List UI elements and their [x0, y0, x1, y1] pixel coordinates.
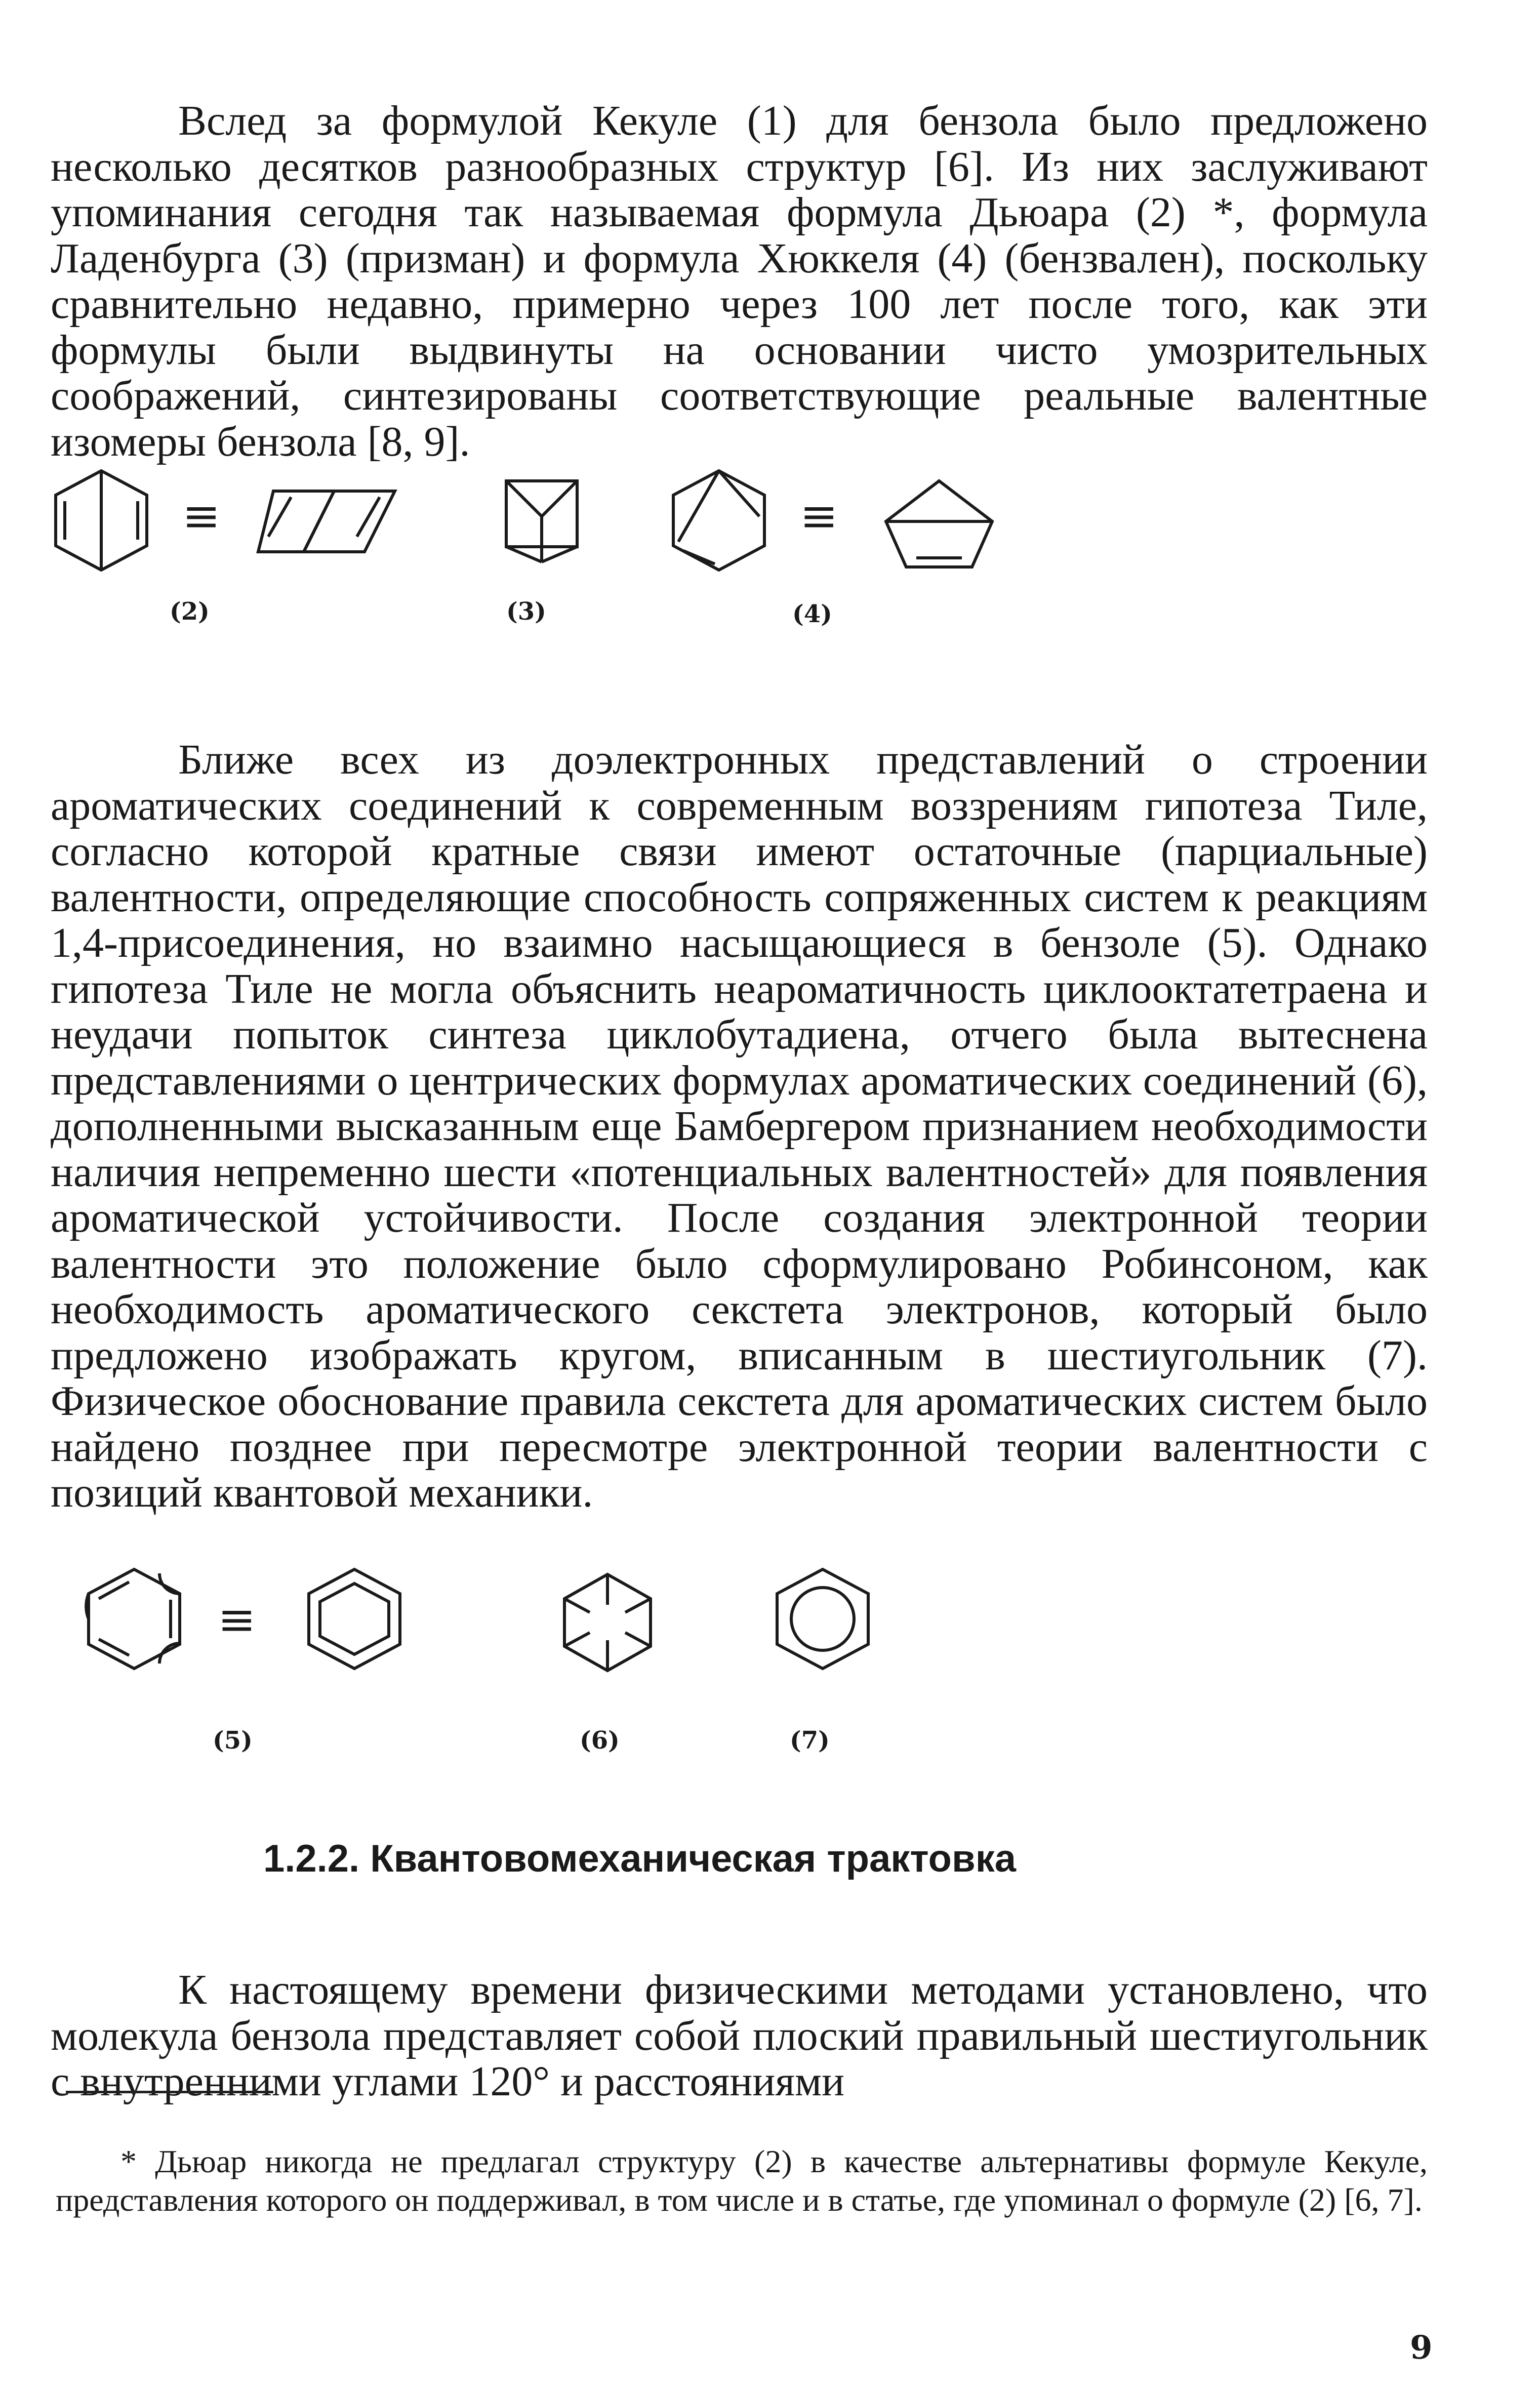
- benzvalene-perspective: [886, 481, 992, 567]
- structures-row-1: [0, 461, 1540, 582]
- prismane: [506, 481, 577, 562]
- paragraph-quantum-mechanics: К настоящему времени физическими методами установлено, что молекула бензола представляет собой плоский правильный шестиугольник с внутренними углами 120° и расстояниями: [51, 1966, 1428, 2105]
- figure-aromatic-representations: [0, 1559, 1540, 1772]
- label-6: (6): [580, 1726, 620, 1755]
- dewar-benzene-perspective: [258, 491, 395, 552]
- label-5: (5): [213, 1726, 253, 1755]
- footnote: * Дьюар никогда не предлагал структуру (2) в качестве альтернативы формуле Кекуле, представления которого он поддерживал, в том числе и в статье, где упоминал о формуле (2) [6, 7].: [56, 2143, 1428, 2218]
- label-7: (7): [790, 1726, 830, 1755]
- robinson-sextet: [777, 1569, 868, 1669]
- equals-sign-3: ≡: [218, 1593, 256, 1646]
- benzvalene-hexagon: [673, 471, 764, 570]
- thiele-formula: [86, 1569, 180, 1669]
- footnote-divider: [66, 2091, 273, 2093]
- label-4: (4): [792, 600, 832, 628]
- kekule-hexagon: [309, 1569, 400, 1669]
- dewar-benzene-hexagon: [56, 471, 147, 570]
- equals-sign-2: ≡: [800, 490, 838, 543]
- figure-valence-isomers: [0, 461, 1540, 653]
- equals-sign-1: ≡: [182, 490, 221, 543]
- structures-row-2: [0, 1559, 1540, 1691]
- section-heading: 1.2.2. Квантовомеханическая трактовка: [263, 1837, 1017, 1880]
- paragraph-thiele-hypothesis: Ближе всех из доэлектронных представлений о строении ароматических соединений к современным воззрениям гипотеза Тиле, согласно которой кратные связи имеют остаточные (парциальные) валентности, определяющие способность сопряженных систем к реакциям 1,4-присоединения, но взаимно насыщающиеся в бензоле (5). Однако гипотеза Тиле не могла объяснить неароматичность циклооктатетраена и неудачи попыток синтеза циклобутадиена, отчего была вытеснена представлениями о центрических формулах ароматических соединений (6), дополненными высказанным еще Бамбергером признанием необходимости наличия непременно шести «потенциальных валентностей» для появления ароматической устойчивости. После создания электронной теории валентности это положение было сформулировано Робинсоном, как необходимость ароматического секстета электронов, который было предложено изображать кругом, вписанным в шестиугольник (7). Физическое обоснование правила секстета для ароматических систем было найдено позднее при пересмотре электронной теории валентности с позиций квантовой механики.: [51, 736, 1428, 1516]
- centric-formula: [564, 1574, 651, 1671]
- paragraph-valence-isomers: Вслед за формулой Кекуле (1) для бензола было предложено несколько десятков разнообразных структур [6]. Из них заслуживают упоминания сегодня так называемая формула Дьюара (2) *, формула Ладенбурга (3) (призман) и формула Хюккеля (4) (бензвален), поскольку сравнительно недавно, примерно через 100 лет после того, как эти формулы были выдвинуты на основании чисто умозрительных соображений, синтезированы соответствующие реальные валентные изомеры бензола [8, 9].: [51, 97, 1428, 465]
- label-2: (2): [170, 597, 210, 626]
- label-3: (3): [506, 597, 546, 626]
- page-number: 9: [1410, 2329, 1433, 2367]
